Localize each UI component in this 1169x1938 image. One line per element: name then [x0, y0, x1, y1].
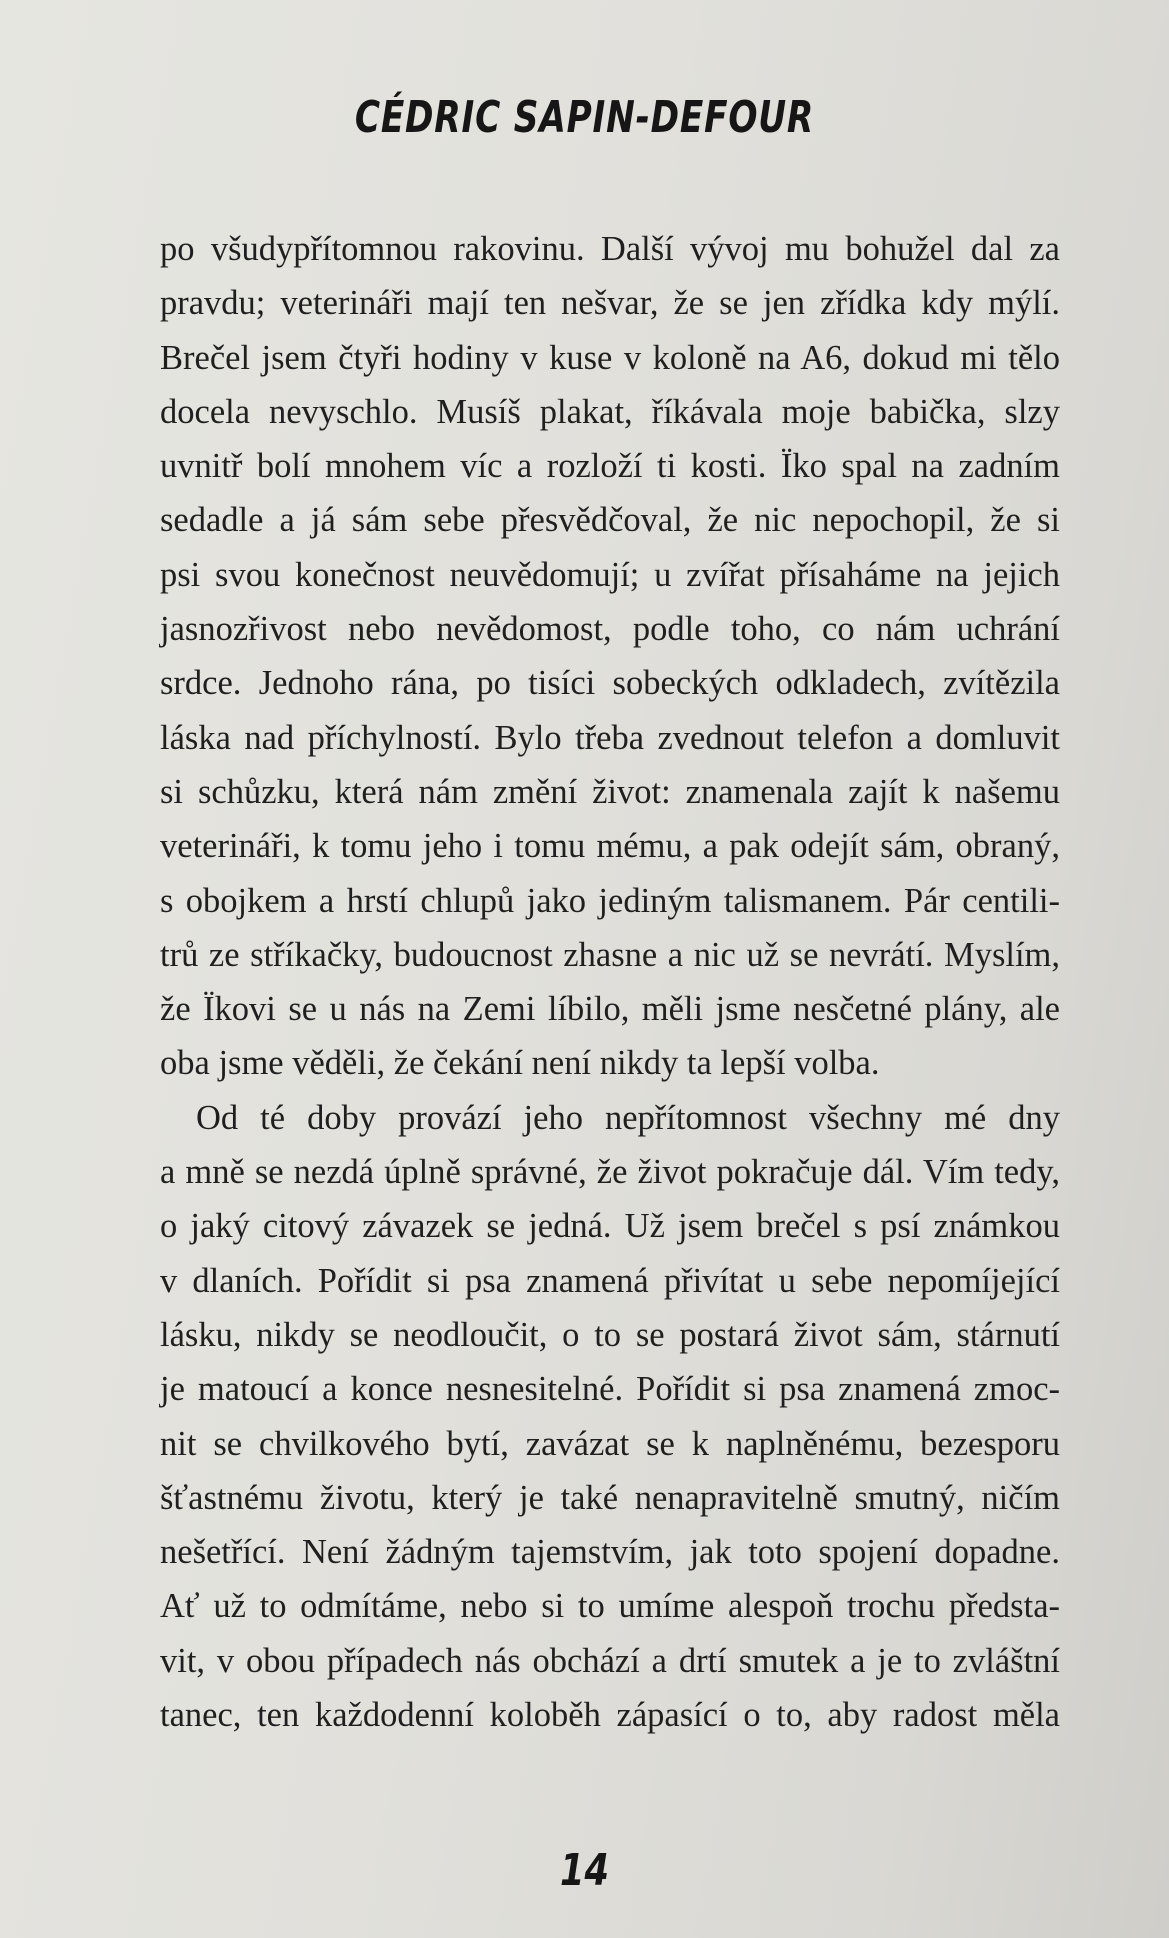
text-line: o jaký citový závazek se jedná. Už jsem brečel s psí známkou: [160, 1207, 1060, 1246]
text-line: uvnitř bolí mnohem víc a rozloží ti kosti. Ïko spal na zadním: [160, 447, 1060, 486]
text-line: Ať už to odmítáme, nebo si to umíme alespoň trochu předsta-: [160, 1587, 1060, 1626]
text-line: psi svou konečnost neuvědomují; u zvířat přísaháme na jejich: [160, 555, 1060, 594]
text-line: s obojkem a hrstí chlupů jako jediným talismanem. Pár centili-: [160, 881, 1060, 920]
text-line: si schůzku, která nám změní život: znamenala zajít k našemu: [160, 772, 1060, 811]
paragraph-1: [160, 222, 1060, 1091]
text-line: veterináři, k tomu jeho i tomu mému, a pak odejít sám, obraný,: [160, 827, 1060, 866]
text-line: nešetřící. Není žádným tajemstvím, jak toto spojení dopadne.: [160, 1533, 1060, 1572]
text-line: a mně se nezdá úplně správné, že život pokračuje dál. Vím tedy,: [160, 1153, 1060, 1192]
text-line: jasnozřivost nebo nevědomost, podle toho, co nám uchrání: [160, 610, 1060, 649]
text-line: srdce. Jednoho rána, po tisíci sobeckých odkladech, zvítězila: [160, 664, 1060, 703]
text-line: docela nevyschlo. Musíš plakat, říkávala moje babička, slzy: [160, 392, 1060, 431]
running-header-author: CÉDRIC SAPIN-DEFOUR: [354, 92, 815, 143]
text-line: Od té doby provází jeho nepřítomnost všechny mé dny: [196, 1098, 1060, 1137]
text-line: sedadle a já sám sebe přesvědčoval, že nic nepochopil, že si: [160, 501, 1060, 540]
text-line: oba jsme věděli, že čekání není nikdy ta lepší volba.: [160, 1044, 880, 1083]
text-line: že Ïkovi se u nás na Zemi líbilo, měli jsme nesčetné plány, ale: [160, 990, 1060, 1029]
text-line: pravdu; veterináři mají ten nešvar, že se jen zřídka kdy mýlí.: [160, 284, 1060, 323]
page-number: 14: [560, 1845, 609, 1896]
text-line: trů ze stříkačky, budoucnost zhasne a nic už se nevrátí. Myslím,: [160, 935, 1060, 974]
text-line: nit se chvilkového bytí, zavázat se k naplněnému, bezesporu: [160, 1424, 1060, 1463]
paragraph-2: [160, 1091, 1060, 1743]
text-line: láska nad příchylností. Bylo třeba zvednout telefon a domluvit: [160, 718, 1060, 757]
text-line: lásku, nikdy se neodloučit, o to se postará život sám, stárnutí: [160, 1315, 1060, 1354]
text-line: Brečel jsem čtyři hodiny v kuse v koloně na A6, dokud mi tělo: [160, 338, 1060, 377]
text-line: šťastnému životu, který je také nenapravitelně smutný, ničím: [160, 1478, 1060, 1517]
text-line: tanec, ten každodenní koloběh zápasící o to, aby radost měla: [160, 1696, 1060, 1735]
text-line: v dlaních. Pořídit si psa znamená přivítat u sebe nepomíjející: [160, 1261, 1060, 1300]
text-line: vit, v obou případech nás obchází a drtí smutek a je to zvláštní: [160, 1641, 1060, 1680]
body-text: [160, 222, 1060, 1742]
text-line: po všudypřítomnou rakovinu. Další vývoj mu bohužel dal za: [160, 230, 1060, 268]
text-line: je matoucí a konce nesnesitelné. Pořídit si psa znamená zmoc-: [160, 1370, 1060, 1409]
